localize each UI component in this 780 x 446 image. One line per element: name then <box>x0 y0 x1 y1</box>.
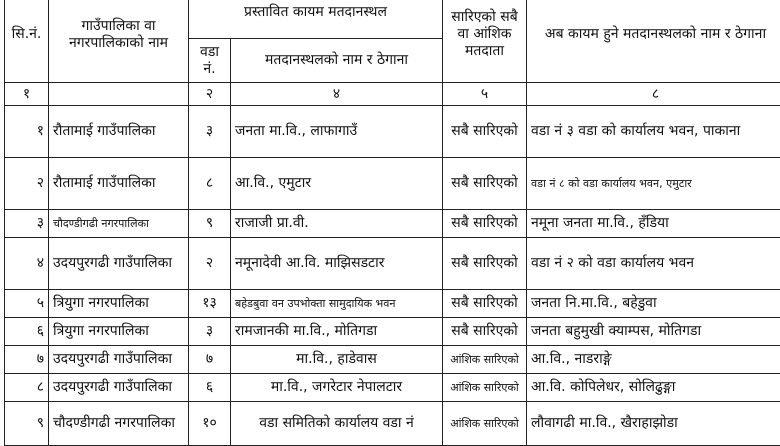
table-row <box>5 238 780 290</box>
table-row <box>5 374 780 402</box>
cell-new-center: जनता बहुमुखी क्याम्पस, मोतिगडा <box>527 318 780 346</box>
cell-sn: १ <box>5 106 49 158</box>
col-number: २ <box>189 83 231 106</box>
cell-center: जनता मा.वि., लाफागाउँ <box>231 106 443 158</box>
cell-municipality: चौदण्डीगढी नगरपालिका <box>49 402 189 446</box>
cell-new-center: वडा नं ३ वडा को कार्यालय भवन, पाकाना <box>527 106 780 158</box>
header-row-1 <box>5 0 780 39</box>
table-row <box>5 346 780 374</box>
cell-center: राजाजी प्रा.वी. <box>231 210 443 238</box>
cell-moved: सबै सारिएको <box>443 238 527 290</box>
table-row <box>5 158 780 210</box>
cell-new-center: आ.वि., नाडराङ्गे <box>527 346 780 374</box>
cell-ward: १० <box>189 402 231 446</box>
table-row <box>5 106 780 158</box>
header-existing: प्रस्तावित कायम मतदानस्थल <box>189 0 443 39</box>
cell-municipality: रौतामाई गाउँपालिका <box>49 158 189 210</box>
cell-new-center: लौवागढी मा.वि., खैराहाझोडा <box>527 402 780 446</box>
cell-municipality: उदयपुरगढी गाउँपालिका <box>49 346 189 374</box>
cell-sn: ८ <box>5 374 49 402</box>
cell-municipality: रौतामाई गाउँपालिका <box>49 106 189 158</box>
table-row <box>5 210 780 238</box>
header-voters: सारिएको सबै वा आंशिक मतदाता <box>443 0 527 83</box>
col-number: १ <box>5 83 49 106</box>
cell-ward: ८ <box>189 158 231 210</box>
cell-sn: ३ <box>5 210 49 238</box>
cell-ward: ३ <box>189 318 231 346</box>
cell-center: बहेडबुवा वन उपभोक्ता सामुदायिक भवन <box>231 290 443 318</box>
cell-sn: ७ <box>5 346 49 374</box>
cell-ward: ७ <box>189 346 231 374</box>
column-number-row <box>5 83 780 106</box>
cell-ward: १३ <box>189 290 231 318</box>
cell-sn: ९ <box>5 402 49 446</box>
header-ward: वडा नं. <box>189 39 231 83</box>
cell-sn: ४ <box>5 238 49 290</box>
cell-ward: २ <box>189 238 231 290</box>
cell-municipality: उदयपुरगढी गाउँपालिका <box>49 374 189 402</box>
col-number: ४ <box>231 83 443 106</box>
cell-ward: ३ <box>189 106 231 158</box>
cell-center: मा.वि., हाडेवास <box>231 346 443 374</box>
cell-center: रामजानकी मा.वि., मोतिगडा <box>231 318 443 346</box>
cell-center: आ.वि., एमुटार <box>231 158 443 210</box>
cell-moved: सबै सारिएको <box>443 318 527 346</box>
col-number <box>49 83 189 106</box>
cell-center: नमूनादेवी आ.वि. माझिसडटार <box>231 238 443 290</box>
cell-moved: आंशिक सारिएको <box>443 346 527 374</box>
col-number: ८ <box>527 83 780 106</box>
table-row <box>5 290 780 318</box>
header-center-name: मतदानस्थलको नाम र ठेगाना <box>231 39 443 83</box>
cell-moved: सबै सारिएको <box>443 106 527 158</box>
cell-new-center: वडा नं ८ को वडा कार्यालय भवन, एमुटार <box>527 158 780 210</box>
cell-municipality: त्रियुगा नगरपालिका <box>49 290 189 318</box>
cell-sn: २ <box>5 158 49 210</box>
header-sn: सि.नं. <box>5 0 49 83</box>
cell-moved: सबै सारिएको <box>443 210 527 238</box>
cell-new-center: नमूना जनता मा.वि., हँडिया <box>527 210 780 238</box>
header-new-center: अब कायम हुने मतदानस्थलको नाम र ठेगाना <box>527 0 780 83</box>
cell-municipality: उदयपुरगढी गाउँपालिका <box>49 238 189 290</box>
polling-center-table <box>4 0 780 446</box>
cell-moved: सबै सारिएको <box>443 290 527 318</box>
cell-new-center: वडा नं २ को वडा कार्यालय भवन <box>527 238 780 290</box>
table-row <box>5 402 780 446</box>
cell-moved: सबै सारिएको <box>443 158 527 210</box>
cell-center: मा.वि., जगरेटार नेपालटार <box>231 374 443 402</box>
table-row <box>5 318 780 346</box>
cell-sn: ६ <box>5 318 49 346</box>
cell-new-center: आ.वि. कोपिलेधर, सोलिढुङ्गा <box>527 374 780 402</box>
cell-ward: ६ <box>189 374 231 402</box>
cell-municipality: चौदण्डीगढी नगरपालिका <box>49 210 189 238</box>
cell-center: वडा समितिको कार्यालय वडा नं <box>231 402 443 446</box>
cell-ward: ९ <box>189 210 231 238</box>
col-number: ५ <box>443 83 527 106</box>
cell-moved: आंशिक सारिएको <box>443 374 527 402</box>
cell-moved: आंशिक सारिएको <box>443 402 527 446</box>
cell-sn: ५ <box>5 290 49 318</box>
cell-municipality: त्रियुगा नगरपालिका <box>49 318 189 346</box>
header-municipality: गाउँपालिका वा नगरपालिकाको नाम <box>49 0 189 83</box>
cell-new-center: जनता नि.मा.वि., बहेडुवा <box>527 290 780 318</box>
